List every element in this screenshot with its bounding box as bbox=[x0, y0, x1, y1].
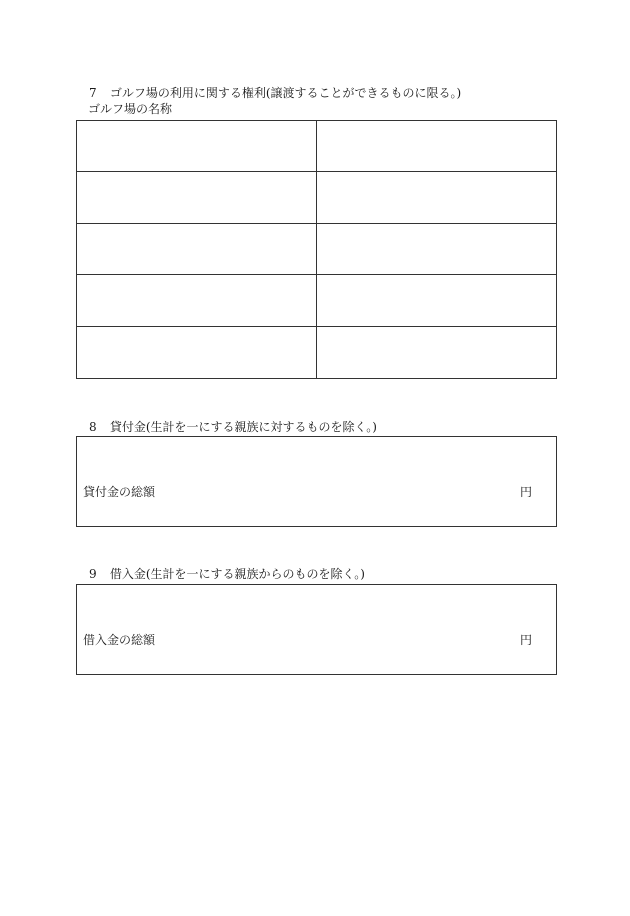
golf-table-cell-4-1[interactable] bbox=[77, 275, 317, 326]
section-9-heading bbox=[89, 567, 365, 581]
borrowing-total-label: 借入金の総額 bbox=[83, 633, 156, 647]
golf-table-cell-4-2[interactable] bbox=[317, 275, 556, 326]
borrowing-unit: 円 bbox=[519, 633, 532, 647]
section-9-number: 9 bbox=[89, 567, 97, 581]
golf-table-cell-2-2[interactable] bbox=[317, 172, 556, 223]
loan-receivable-box[interactable] bbox=[76, 436, 557, 527]
loan-receivable-total-label: 貸付金の総額 bbox=[83, 485, 156, 499]
section-8-heading bbox=[89, 420, 377, 434]
golf-table-cell-1-1[interactable] bbox=[77, 121, 317, 172]
section-8-number: 8 bbox=[89, 420, 97, 434]
golf-table-cell-2-1[interactable] bbox=[77, 172, 317, 223]
section-7-heading bbox=[89, 86, 461, 100]
golf-table-cell-5-2[interactable] bbox=[317, 327, 556, 378]
loan-receivable-unit: 円 bbox=[519, 485, 532, 499]
golf-table-cell-5-1[interactable] bbox=[77, 327, 317, 378]
golf-table-cell-3-1[interactable] bbox=[77, 224, 317, 275]
golf-course-name-label: ゴルフ場の名称 bbox=[88, 102, 173, 116]
section-7-number: 7 bbox=[89, 86, 97, 100]
section-8-title: 貸付金(生計を一にする親族に対するものを除く。) bbox=[109, 420, 377, 434]
borrowing-box[interactable] bbox=[76, 584, 557, 675]
golf-course-table bbox=[76, 120, 557, 379]
section-9-title: 借入金(生計を一にする親族からのものを除く。) bbox=[109, 567, 365, 581]
section-7-title: ゴルフ場の利用に関する権利(譲渡することができるものに限る。) bbox=[109, 86, 462, 100]
golf-table-cell-3-2[interactable] bbox=[317, 224, 556, 275]
golf-table-cell-1-2[interactable] bbox=[317, 121, 556, 172]
